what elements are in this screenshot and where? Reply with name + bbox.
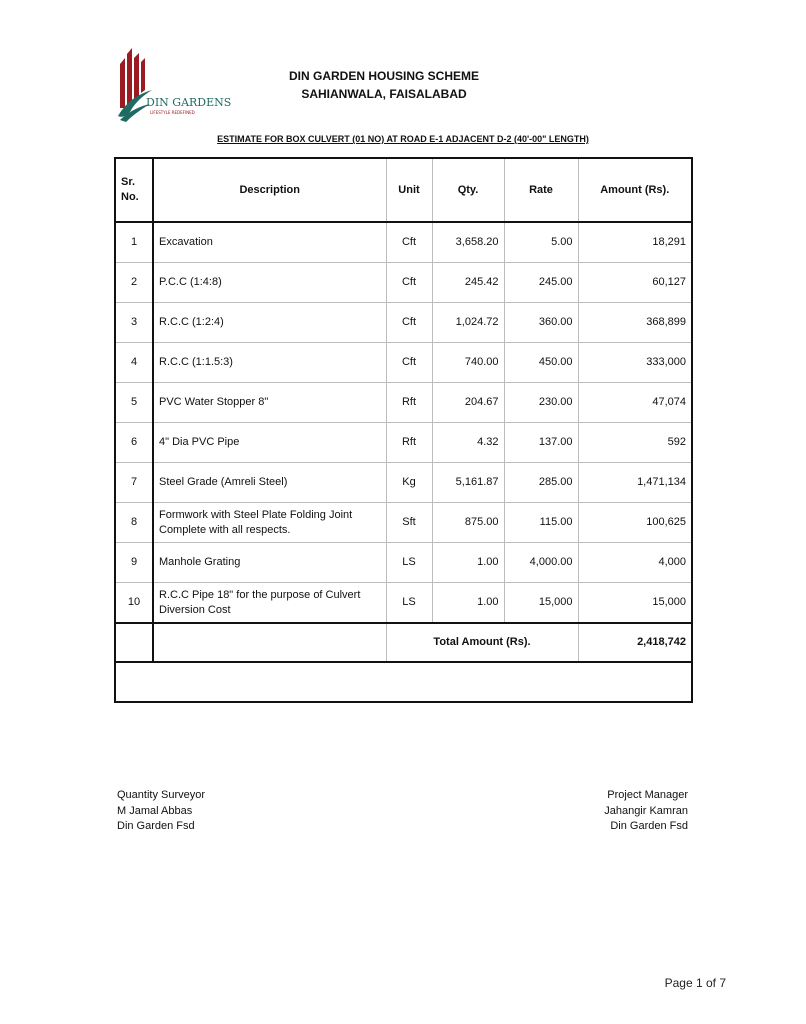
cell-qty: 1,024.72 — [432, 303, 504, 343]
logo-tagline: LIFESTYLE REDEFINED — [150, 110, 195, 115]
cell-qty: 204.67 — [432, 383, 504, 423]
estimate-subtitle: ESTIMATE FOR BOX CULVERT (01 NO) AT ROAD E-1 ADJACENT D-2 (40'-00" LENGTH) — [217, 134, 589, 144]
cell-amount: 368,899 — [578, 303, 692, 343]
signature-role: Quantity Surveyor — [117, 789, 206, 801]
cell-sr: 7 — [115, 463, 153, 503]
cell-rate: 285.00 — [504, 463, 578, 503]
cell-rate: 450.00 — [504, 343, 578, 383]
cell-unit: LS — [386, 583, 432, 624]
cell-qty: 5,161.87 — [432, 463, 504, 503]
col-header-qty: Qty. — [432, 158, 504, 222]
total-amount: 2,418,742 — [578, 623, 692, 662]
cell-amount: 333,000 — [578, 343, 692, 383]
cell-description: R.C.C Pipe 18" for the purpose of Culvert Diversion Cost — [153, 583, 386, 624]
estimate-table — [114, 157, 693, 703]
blank-row — [115, 662, 692, 702]
cell-sr: 5 — [115, 383, 153, 423]
cell-unit: Rft — [386, 383, 432, 423]
cell-rate: 245.00 — [504, 263, 578, 303]
cell-rate: 230.00 — [504, 383, 578, 423]
cell-qty: 1.00 — [432, 543, 504, 583]
total-label: Total Amount (Rs). — [386, 623, 578, 662]
cell-rate: 4,000.00 — [504, 543, 578, 583]
cell-rate: 15,000 — [504, 583, 578, 624]
signature-org: Din Garden Fsd — [610, 820, 688, 832]
cell-unit: Sft — [386, 503, 432, 543]
scheme-title: DIN GARDEN HOUSING SCHEME — [288, 69, 479, 83]
cell-sr: 9 — [115, 543, 153, 583]
cell-rate: 360.00 — [504, 303, 578, 343]
table-row — [115, 383, 692, 423]
cell-amount: 4,000 — [578, 543, 692, 583]
table-row — [115, 583, 692, 624]
cell-qty: 3,658.20 — [432, 222, 504, 263]
cell-sr: 3 — [115, 303, 153, 343]
cell-qty: 245.42 — [432, 263, 504, 303]
cell-description: PVC Water Stopper 8" — [153, 383, 386, 423]
cell-qty: 875.00 — [432, 503, 504, 543]
col-header-unit: Unit — [386, 158, 432, 222]
cell-qty: 4.32 — [432, 423, 504, 463]
cell-sr: 10 — [115, 583, 153, 624]
blank-cell — [115, 662, 692, 702]
table-row — [115, 222, 692, 263]
table-row — [115, 423, 692, 463]
cell-description: Steel Grade (Amreli Steel) — [153, 463, 386, 503]
cell-description: Manhole Grating — [153, 543, 386, 583]
cell-sr: 8 — [115, 503, 153, 543]
logo-graphic — [112, 46, 232, 124]
cell-amount: 60,127 — [578, 263, 692, 303]
cell-unit: Cft — [386, 222, 432, 263]
col-header-description: Description — [153, 158, 386, 222]
table-row — [115, 343, 692, 383]
cell-description: Formwork with Steel Plate Folding Joint Complete with all respects. — [153, 503, 386, 543]
cell-unit: LS — [386, 543, 432, 583]
col-header-amount: Amount (Rs). — [578, 158, 692, 222]
signature-name: M Jamal Abbas — [117, 804, 193, 817]
cell-unit: Cft — [386, 343, 432, 383]
cell-rate: 115.00 — [504, 503, 578, 543]
table-row — [115, 303, 692, 343]
table-row — [115, 263, 692, 303]
total-sr-cell — [115, 623, 153, 662]
cell-sr: 2 — [115, 263, 153, 303]
cell-qty: 1.00 — [432, 583, 504, 624]
cell-description: Excavation — [153, 222, 386, 263]
cell-amount: 15,000 — [578, 583, 692, 624]
cell-amount: 100,625 — [578, 503, 692, 543]
cell-unit: Cft — [386, 303, 432, 343]
cell-amount: 47,074 — [578, 383, 692, 423]
cell-rate: 137.00 — [504, 423, 578, 463]
company-logo — [112, 46, 232, 124]
cell-sr: 4 — [115, 343, 153, 383]
cell-description: R.C.C (1:1.5:3) — [153, 343, 386, 383]
cell-description: 4" Dia PVC Pipe — [153, 423, 386, 463]
cell-unit: Cft — [386, 263, 432, 303]
signature-project-manager — [604, 788, 688, 835]
table-row — [115, 463, 692, 503]
cell-description: P.C.C (1:4:8) — [153, 263, 386, 303]
cell-sr: 1 — [115, 222, 153, 263]
signature-org: Din Garden Fsd — [117, 820, 195, 832]
cell-description: R.C.C (1:2:4) — [153, 303, 386, 343]
col-header-sr: Sr. No. — [115, 158, 153, 222]
signature-name: Jahangir Kamran — [604, 804, 688, 817]
logo-brand: DIN GARDENS — [146, 96, 232, 109]
cell-amount: 592 — [578, 423, 692, 463]
cell-amount: 1,471,134 — [578, 463, 692, 503]
cell-amount: 18,291 — [578, 222, 692, 263]
table-row — [115, 543, 692, 583]
cell-unit: Rft — [386, 423, 432, 463]
cell-sr: 6 — [115, 423, 153, 463]
cell-unit: Kg — [386, 463, 432, 503]
total-spacer-cell — [153, 623, 386, 662]
signature-quantity-surveyor — [117, 788, 205, 835]
page-number: Page 1 of 7 — [664, 976, 726, 990]
cell-qty: 740.00 — [432, 343, 504, 383]
table-row — [115, 503, 692, 543]
scheme-location: SAHIANWALA, FAISALABAD — [301, 87, 467, 101]
cell-rate: 5.00 — [504, 222, 578, 263]
signature-role: Project Manager — [607, 789, 688, 801]
table-header-row — [115, 158, 692, 222]
col-header-rate: Rate — [504, 158, 578, 222]
total-row — [115, 623, 692, 662]
